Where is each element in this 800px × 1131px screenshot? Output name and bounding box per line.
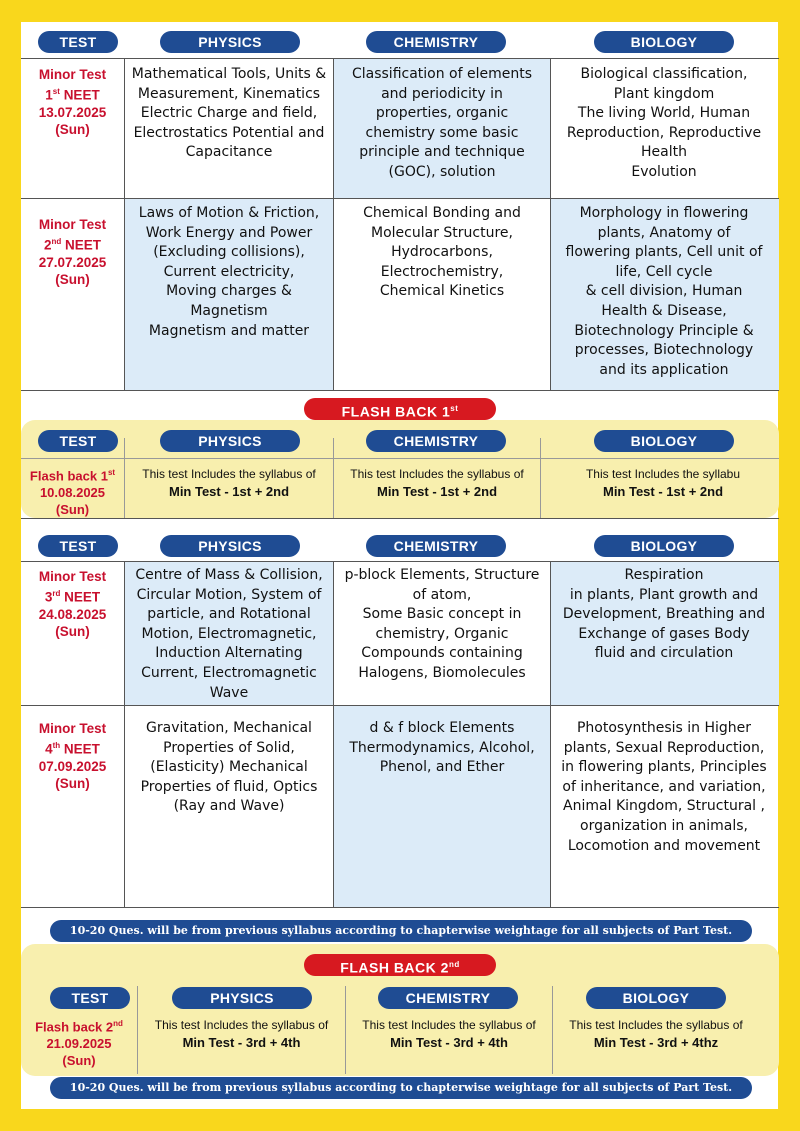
minor-test-1-physics: Mathematical Tools, Units & Measurement, Kinematics Electric Charge and field, Electrostatics Potential and Capacitance — [131, 66, 327, 161]
divider — [21, 58, 779, 59]
header-physics: PHYSICS — [172, 987, 312, 1009]
divider — [21, 705, 779, 706]
minor-test-4-physics: Gravitation, Mechanical Properties of Solid, (Elasticity) Mechanical Properties of fluid, Optics (Ray and Wave) — [140, 720, 318, 815]
flash-back-2-chemistry: This test Includes the syllabus of Min Test - 3rd + 4th — [362, 1018, 536, 1050]
divider — [21, 561, 779, 562]
minor-test-2-chemistry: Chemical Bonding and Molecular Structure, Hydrocarbons, Electrochemistry, Chemical Kinetics — [363, 205, 521, 300]
header-chemistry: CHEMISTRY — [366, 430, 506, 452]
header-test: TEST — [38, 31, 118, 53]
minor-test-4-chemistry: d & f block Elements Thermodynamics, Alcohol, Phenol, and Ether — [349, 720, 535, 776]
minor-test-3-chemistry: p-block Elements, Structure of atom, Some Basic concept in chemistry, Organic Compounds containing Halogens, Biomolecules — [344, 567, 540, 681]
header-biology: BIOLOGY — [586, 987, 726, 1009]
header-physics: PHYSICS — [160, 535, 300, 557]
header-chemistry: CHEMISTRY — [366, 31, 506, 53]
syllabus-note: 10-20 Ques. will be from previous syllabus according to chapterwise weightage for all subjects of Part Test. — [50, 920, 752, 942]
minor-test-1-chemistry: Classification of elements and periodicity in properties, organic chemistry some basic principle and technique (GOC), solution — [351, 66, 533, 180]
flash-back-1-title: FLASH BACK 1st — [304, 398, 496, 420]
minor-test-3-biology: Respiration in plants, Plant growth and Development, Breathing and Exchange of gases Body fluid and circulation — [562, 567, 766, 662]
divider — [21, 198, 779, 199]
divider — [21, 390, 779, 391]
minor-test-1-biology: Biological classification, Plant kingdom The living World, Human Reproduction, Reproductive Health Evolution — [566, 66, 762, 180]
header-chemistry: CHEMISTRY — [378, 987, 518, 1009]
flash-back-1-label: Flash back 1st 10.08.2025 (Sun) — [29, 468, 116, 518]
header-test: TEST — [38, 430, 118, 452]
header-test: TEST — [50, 987, 130, 1009]
header-test: TEST — [38, 535, 118, 557]
header-biology: BIOLOGY — [594, 535, 734, 557]
minor-test-4-label: Minor Test 4th NEET 07.09.2025 (Sun) — [38, 721, 107, 791]
flash-back-1-physics: This test Includes the syllabus of Min Test - 1st + 2nd — [142, 467, 316, 499]
flash-back-1-biology: This test Includes the syllabu Min Test - 1st + 2nd — [585, 467, 741, 499]
flash-back-2-biology: This test Includes the syllabus of Min Test - 3rd + 4thz — [569, 1018, 743, 1050]
flash-back-2-label: Flash back 2nd 21.09.2025 (Sun) — [35, 1019, 123, 1069]
flash-back-2-physics: This test Includes the syllabus of Min Test - 3rd + 4th — [154, 1018, 329, 1050]
flash-back-2-title: FLASH BACK 2nd — [304, 954, 496, 976]
minor-test-1-label: Minor Test 1st NEET 13.07.2025 (Sun) — [38, 67, 107, 137]
minor-test-3-physics: Centre of Mass & Collision, Circular Motion, System of particle, and Rotational Motion, Electromagnetic, Induction Alternating Current, Electromagnetic Wave — [135, 567, 323, 701]
header-biology: BIOLOGY — [594, 31, 734, 53]
header-chemistry: CHEMISTRY — [366, 535, 506, 557]
divider — [21, 458, 779, 459]
syllabus-note: 10-20 Ques. will be from previous syllabus according to chapterwise weightage for all subjects of Part Test. — [50, 1077, 752, 1099]
header-physics: PHYSICS — [160, 31, 300, 53]
divider — [540, 438, 541, 518]
minor-test-2-biology: Morphology in flowering plants, Anatomy of flowering plants, Cell unit of life, Cell cycle & cell division, Human Health & Disease, Biotechnology Principle & processes, Biotechnology and its application — [565, 205, 763, 378]
minor-test-4-biology: Photosynthesis in Higher plants, Sexual Reproduction, in flowering plants, Principles of inheritance, and variation, Animal Kingdom, Structural , organization in animals, Locomotion and movement — [561, 720, 767, 854]
divider — [21, 518, 779, 519]
flash-back-1-chemistry: This test Includes the syllabus of Min Test - 1st + 2nd — [350, 467, 524, 499]
minor-test-2-label: Minor Test 2nd NEET 27.07.2025 (Sun) — [38, 217, 107, 287]
minor-test-2-physics: Laws of Motion & Friction, Work Energy and Power (Excluding collisions), Current electricity, Moving charges & Magnetism Magnetism and matter — [138, 205, 320, 339]
header-biology: BIOLOGY — [594, 430, 734, 452]
header-physics: PHYSICS — [160, 430, 300, 452]
minor-test-3-label: Minor Test 3rd NEET 24.08.2025 (Sun) — [38, 569, 107, 639]
divider — [21, 907, 779, 908]
